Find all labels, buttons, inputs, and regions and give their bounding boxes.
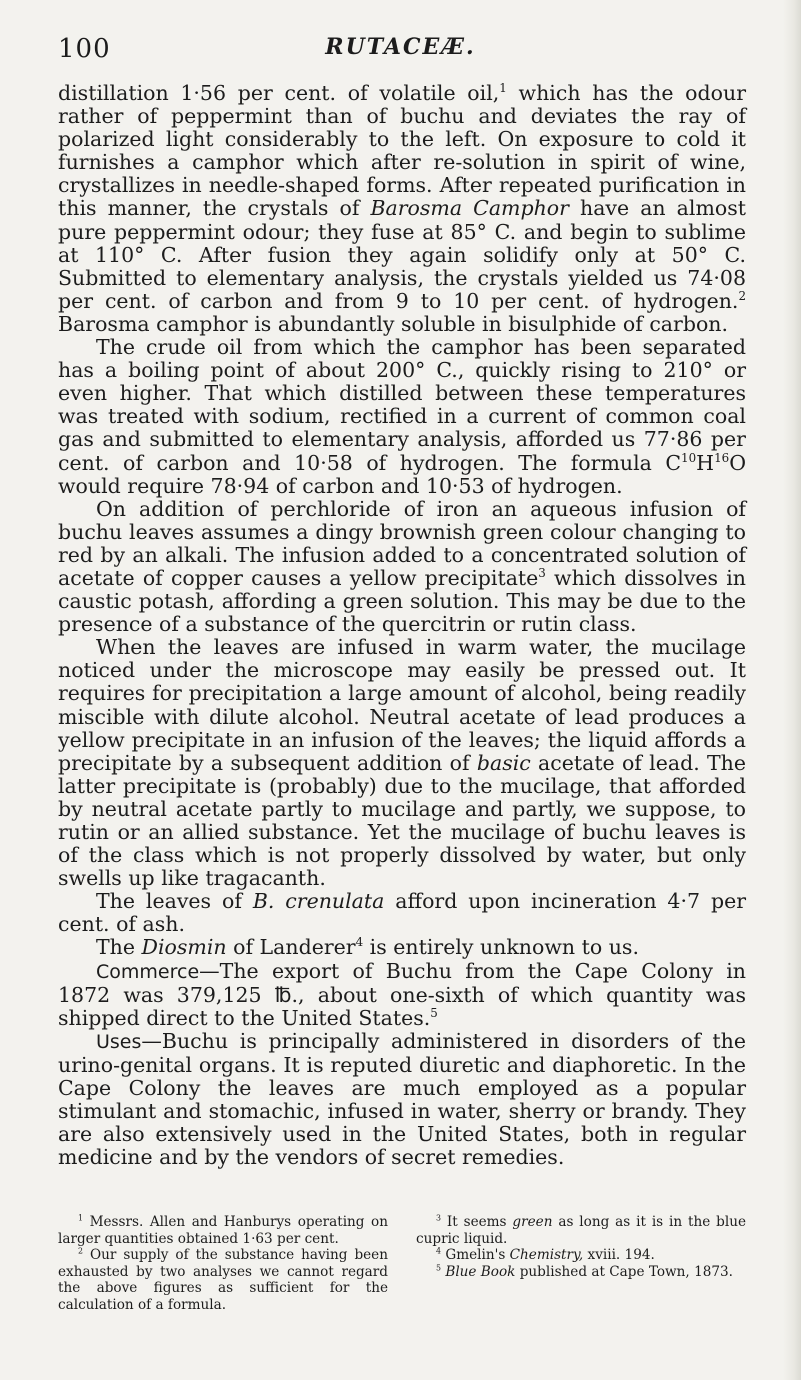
paragraph-crude-oil xyxy=(58,336,746,498)
text-run: which dissolves in caustic potash, affording a green solution. This may be due to the presence of a substance of the quercitrin or rutin class. xyxy=(58,565,746,637)
text-run: —The export of Buchu from the Cape Colony in 1872 was 379,125 ℔., about one-sixth of which quantity was shipped direct to the United States. xyxy=(58,958,746,1030)
footnote-1 xyxy=(58,1214,388,1247)
text-run: O would require 78·94 of carbon and 10·53 of hydrogen. xyxy=(58,450,746,498)
text-run: Our supply of the substance having been exhausted by two analyses we cannot regard the above figures as sufficient for the calculation of a formula. xyxy=(58,1247,388,1313)
formula-superscript: 10 xyxy=(681,450,697,465)
footnote-marker: 2 xyxy=(78,1246,84,1256)
running-head: RUTACEÆ. xyxy=(325,34,476,60)
text-run: The crude oil from which the camphor has been separated has a boiling point of about 200° C., quickly rising to 210° or even higher. That which distilled between these temperatures was treated with sodium, rectified in a current of common coal gas and submitted to elementary analysis, afforded us 77·86 per cent. of carbon and 10·58 of hydrogen. The formula C xyxy=(58,335,746,475)
text-run: It seems xyxy=(441,1214,513,1230)
footnote-ref: 2 xyxy=(738,289,746,304)
footnotes xyxy=(58,1214,746,1313)
text-run: Gmelin's xyxy=(441,1247,510,1263)
italic-term: Blue Book xyxy=(445,1263,516,1280)
text-run: —Buchu is principally administered in disorders of the urino-genital organs. It is reputed diuretic and diaphoretic. In the Cape Colony the leaves are much employed as a popular stimulant and stomachic, infused in water, sherry or brandy. They are also extensively used in the United States, both in regular medicine and by the vendors of secret remedies. xyxy=(58,1028,746,1170)
footnote-ref: 4 xyxy=(355,935,364,950)
text-run: The leaves of xyxy=(96,889,253,914)
text-run: published at Cape Town, 1873. xyxy=(515,1263,733,1280)
text-run: acetate of lead. The latter precipitate is (probably) due to the mucilage, that afforded by neutral acetate partly to mucilage and partly, we suppose, to rutin or an allied substance. Yet the mucilage of buchu leaves is of the class which is not properly dissolved by water, but only swells up like tragacanth. xyxy=(58,750,746,891)
formula-superscript: 16 xyxy=(714,450,730,465)
footnote-4 xyxy=(416,1247,746,1264)
footnote-5 xyxy=(416,1264,746,1281)
text-run: Messrs. Allen and Hanburys operating on larger quantities obtained 1·63 per cent. xyxy=(58,1214,388,1247)
paragraph-perchloride xyxy=(58,498,746,637)
italic-term: Chemistry, xyxy=(509,1247,584,1263)
text-run: which has the odour rather of peppermint than of buchu and deviates the ray of polarized light considerably to the left. On exposure to cold it furnishes a camphor which after re-solution in spirit of wine, crystallizes in needle-shaped forms. After repeated purification in this manner, the crystals of xyxy=(58,81,746,221)
text-run: xviii. 194. xyxy=(583,1247,655,1263)
page-header xyxy=(58,34,743,68)
text-run: is entirely unknown to us. xyxy=(363,935,639,960)
paragraph-commerce xyxy=(58,960,746,1030)
page-number: 100 xyxy=(58,34,111,64)
text-run: Barosma camphor is abundantly soluble in bisulphide of carbon. xyxy=(58,311,729,336)
paragraph-uses xyxy=(58,1030,746,1170)
section-heading: Uses xyxy=(96,1030,142,1053)
footnote-ref: 5 xyxy=(430,1005,438,1020)
section-heading: Commerce xyxy=(96,960,200,983)
footnote-3 xyxy=(416,1214,746,1247)
footnote-marker: 5 xyxy=(436,1262,442,1272)
italic-term: green xyxy=(512,1214,553,1230)
paragraph-ash xyxy=(58,890,746,936)
text-run: H xyxy=(696,450,715,475)
text-run: The xyxy=(96,935,142,960)
italic-term: Barosma Camphor xyxy=(370,196,569,221)
text-run: as long as it is in the blue cupric liquid. xyxy=(416,1214,746,1247)
footnote-ref: 1 xyxy=(499,81,507,96)
paragraph-diosmin xyxy=(58,936,746,959)
text-run: of Landerer xyxy=(226,935,356,960)
footnote-marker: 4 xyxy=(436,1246,442,1256)
text-run: On addition of perchloride of iron an aqueous infusion of buchu leaves assumes a dingy brownish green colour changing to red by an alkali. The infusion added to a concentrated solution of acetate of copper causes a yellow precipitate xyxy=(58,496,746,590)
footnote-column-left xyxy=(58,1214,388,1313)
italic-term: basic xyxy=(476,750,531,775)
text-run: When the leaves are infused in warm water, the mucilage noticed under the microscope may easily be pressed out. It requires for precipitation a large amount of alcohol, being readily miscible with dilute alcohol. Neutral acetate of lead produces a yellow precipitate in an infusion of the leaves; the liquid affords a precipitate by a subsequent addition of xyxy=(58,635,746,775)
footnote-marker: 3 xyxy=(436,1213,442,1223)
text-run: have an almost pure peppermint odour; they fuse at 85° C. and begin to sublime at 110° C. After fusion they again solidify only at 50° C. Submitted to elementary analysis, the crystals yielded us 74·08 per cent. of carbon and from 9 to 10 per cent. of hydrogen. xyxy=(58,196,746,313)
footnote-column-right xyxy=(416,1214,746,1313)
paragraph-barosma-camphor xyxy=(58,82,746,336)
page-edge xyxy=(783,0,801,1380)
paragraph-mucilage xyxy=(58,636,746,890)
body-text xyxy=(58,82,746,1169)
italic-term: Diosmin xyxy=(141,935,227,960)
italic-term: B. crenulata xyxy=(252,889,385,914)
text-run: distillation 1·56 per cent. of volatile oil, xyxy=(58,81,500,105)
footnote-ref: 3 xyxy=(538,566,546,581)
footnote-marker: 1 xyxy=(78,1213,84,1223)
text-run: afford upon incineration 4·7 per cent. of ash. xyxy=(58,889,746,937)
footnote-2 xyxy=(58,1247,388,1313)
